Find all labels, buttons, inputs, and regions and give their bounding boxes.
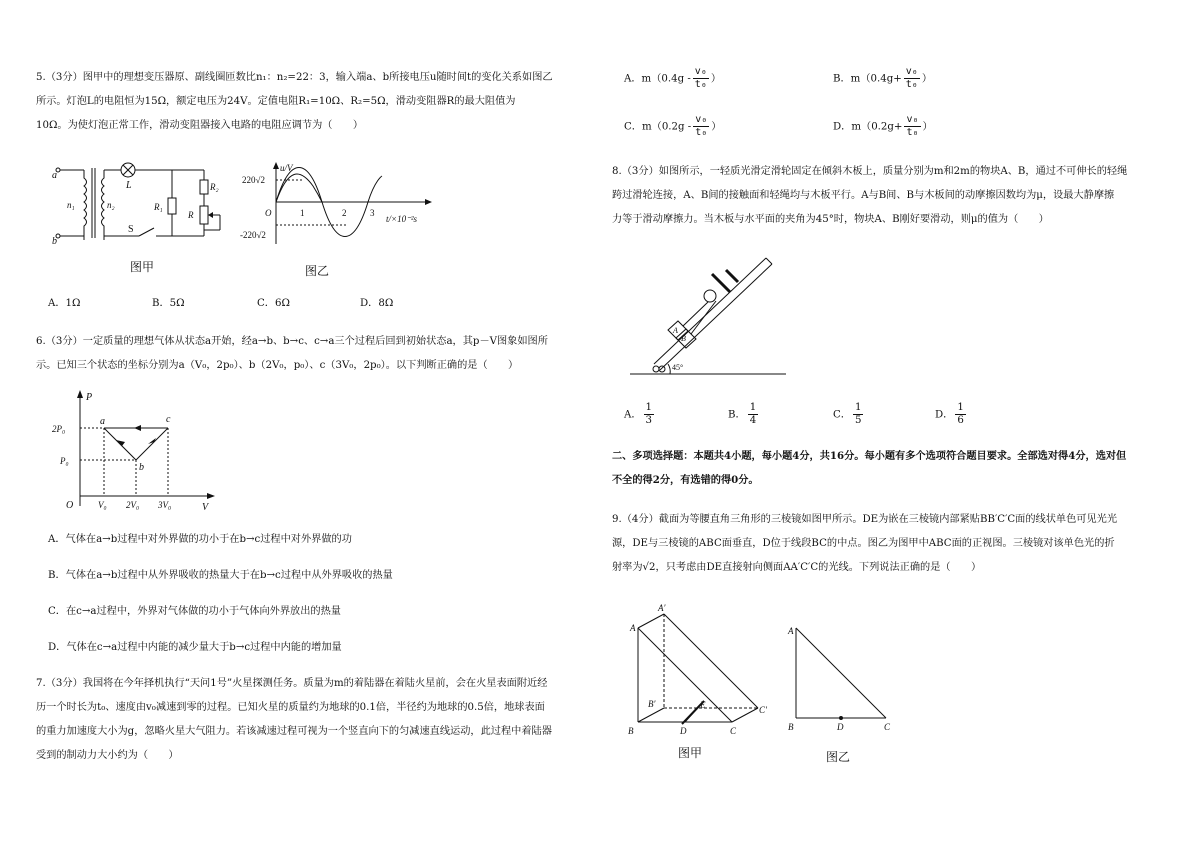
q9-stem-line-1: 9.（4分）截面为等腰直角三角形的三棱镜如图甲所示。DE为嵌在三棱镜内部紧贴BB′C′C面的线状单色可见光光 xyxy=(612,514,1118,525)
section2-line-2: 不全的得2分，有选错的得0分。 xyxy=(612,474,759,486)
q6-option-d[interactable]: D．气体在c→a过程中内能的减少量大于b→c过程中内能的增加量 xyxy=(48,642,342,653)
q5-label-r1: R₁ xyxy=(154,202,163,212)
q7-option-b-suffix: ） xyxy=(921,73,933,85)
q8-stem-line-1: 8.（3分）如图所示，一轻质光滑定滑轮固定在倾斜木板上，质量分别为m和2m的物块A、B，通过不可伸长的轻绳 xyxy=(612,166,1128,177)
q9-fig1-B: B xyxy=(628,726,634,736)
q5-stem xyxy=(36,66,553,138)
q8-option-d-den: 6 xyxy=(957,415,964,426)
q9-fig1-D: D xyxy=(680,726,687,736)
q7-stem-line-2: 历一个时长为t₀、速度由v₀减速到零的过程。已知火星的质量约为地球的0.1倍，半径约为地球的0.5倍，地球表面 xyxy=(36,702,545,713)
q7-option-c-prefix: C．m（0.2g - xyxy=(624,121,692,133)
q5-graph-yaxis: u/V xyxy=(280,163,293,173)
q6-point-b: b xyxy=(139,462,144,473)
q7-option-b-den: t₀ xyxy=(905,79,918,90)
q8-option-b-num: 1 xyxy=(749,402,757,413)
q9-prism-figure xyxy=(620,598,780,740)
q5-label-n1: n₁ xyxy=(67,200,75,210)
q8-option-c-den: 5 xyxy=(854,415,862,426)
q6-point-a: a xyxy=(100,416,105,427)
q8-option-b-prefix: B． xyxy=(728,409,746,421)
q7-option-d-prefix: D．m（0.2g+ xyxy=(833,121,903,133)
q7-option-d-num: v₀ xyxy=(906,114,919,125)
q7-option-b[interactable] xyxy=(833,66,932,91)
q7-option-a[interactable] xyxy=(624,66,721,91)
q8-stem-line-3: 力等于滑动摩擦力。当木板与水平面的夹角为45°时，物块A、B刚好要滑动，则μ的值为（ ） xyxy=(612,214,1049,225)
q5-voltage-graph xyxy=(238,158,438,248)
q5-graph-ymin: -220√2 xyxy=(240,230,266,240)
q7-stem-line-3: 的重力加速度大小为g，忽略火星大气阻力。若该减速过程可视为一个竖直向下的匀减速直线运动，此过程中着陆器 xyxy=(36,726,552,737)
q5-circuit-figure xyxy=(44,158,244,248)
q5-graph-origin: O xyxy=(265,208,272,218)
q5-fig1-caption: 图甲 xyxy=(130,260,155,274)
q7-option-c-den: t₀ xyxy=(695,127,708,138)
q8-option-d-num: 1 xyxy=(957,402,964,413)
q8-option-c-num: 1 xyxy=(854,402,862,413)
q5-graph-t1: 1 xyxy=(300,208,305,218)
q7-option-b-num: v₀ xyxy=(905,66,918,77)
q6-point-c: c xyxy=(166,414,171,425)
q8-option-a-den: 3 xyxy=(645,415,653,426)
q9-fig1-caption: 图甲 xyxy=(678,746,703,760)
q9-fig1-A-prime: A′ xyxy=(658,603,666,613)
q7-option-a-den: t₀ xyxy=(694,79,707,90)
q8-option-d-prefix: D． xyxy=(935,409,954,421)
q6-option-b[interactable]: B．气体在a→b过程中从外界吸收的热量大于在b→c过程中从外界吸收的热量 xyxy=(48,570,393,581)
q9-fig1-C: C xyxy=(730,726,737,736)
q8-option-a-num: 1 xyxy=(645,402,653,413)
q8-block-b: B xyxy=(681,334,686,343)
q6-label-2p0: 2P₀ xyxy=(52,424,66,434)
q6-label-3v0: 3V₀ xyxy=(158,500,172,510)
q6-axis-v: V xyxy=(202,502,209,513)
q9-fig2-B: B xyxy=(788,722,794,732)
q5-label-r: R xyxy=(188,210,194,220)
q6-option-a[interactable]: A．气体在a→b过程中对外界做的功小于在b→c过程中对外界做的功 xyxy=(48,534,352,545)
q8-option-b-den: 4 xyxy=(749,415,757,426)
section2-heading xyxy=(612,444,1126,492)
q5-graph-t3: 3 xyxy=(370,208,375,218)
q8-option-b[interactable] xyxy=(728,402,760,427)
q7-stem-line-1: 7.（3分）我国将在今年择机执行“天问1号”火星探测任务。质量为m的着陆器在着陆火星前，会在火星表面附近经 xyxy=(36,678,548,689)
q8-option-a-prefix: A． xyxy=(624,409,642,421)
q5-option-b[interactable]: B．5Ω xyxy=(152,298,185,309)
q9-stem xyxy=(612,508,1117,580)
q5-label-r2: R₂ xyxy=(210,182,219,192)
q8-stem-line-2: 跨过滑轮连接，A、B间的接触面和轻绳均与木板平行。A与B间、B与木板间的动摩擦因数均为μ，设最大静摩擦 xyxy=(612,190,1115,201)
q7-option-c-suffix: ） xyxy=(711,121,722,133)
q5-label-lamp: L xyxy=(126,180,132,191)
q5-option-c[interactable]: C．6Ω xyxy=(257,298,290,309)
q5-label-switch: S xyxy=(128,224,134,235)
q6-label-2v0: 2V₀ xyxy=(126,500,140,510)
q7-stem-line-4: 受到的制动力大小约为（ ） xyxy=(36,750,179,761)
q7-option-a-prefix: A．m（0.4g - xyxy=(624,73,691,85)
q6-origin: O xyxy=(66,500,74,511)
q7-option-d[interactable] xyxy=(833,114,933,139)
q7-option-a-suffix: ） xyxy=(710,73,722,85)
q8-option-d[interactable] xyxy=(935,402,968,427)
q5-fig2-caption: 图乙 xyxy=(305,264,330,278)
q7-option-d-suffix: ） xyxy=(922,121,933,133)
q8-option-a[interactable] xyxy=(624,402,656,427)
q9-fig2-caption: 图乙 xyxy=(826,750,851,764)
q5-stem-line-3: 10Ω。为使灯泡正常工作，滑动变阻器接入电路的电阻应调节为（ ） xyxy=(36,120,364,131)
q6-label-p0: P₀ xyxy=(60,456,69,466)
q6-stem-line-1: 6.（3分）一定质量的理想气体从状态a开始，经a→b、b→c、c→a三个过程后回到初始状态a，其p－V图象如图所 xyxy=(36,336,548,347)
q8-incline-figure xyxy=(626,252,796,380)
q5-stem-line-1: 5.（3分）图甲中的理想变压器原、副线圈匝数比n₁：n₂=22：3，输入端a、b所接电压u随时间t的变化关系如图乙 xyxy=(36,72,553,83)
q5-graph-ymax: 220√2 xyxy=(242,175,265,185)
q8-option-c[interactable] xyxy=(833,402,865,427)
q9-fig1-B-prime: B′ xyxy=(648,699,656,709)
q8-stem xyxy=(612,160,1127,232)
q9-fig2-A: A xyxy=(788,626,794,636)
section2-line-1: 二、多项选择题：本题共4小题，每小题4分，共16分。每小题有多个选项符合题目要求。全部选对得4分，选对但 xyxy=(612,450,1127,462)
q9-fig1-A: A xyxy=(630,623,636,633)
q5-option-d[interactable]: D．8Ω xyxy=(360,298,394,309)
q7-option-a-num: v₀ xyxy=(694,66,707,77)
q9-front-view-figure xyxy=(786,620,896,736)
q5-option-a[interactable]: A．1Ω xyxy=(48,298,81,309)
q7-option-c-num: v₀ xyxy=(695,114,708,125)
q8-block-a: A xyxy=(673,326,678,335)
q5-stem-line-2: 所示。灯泡L的电阻恒为15Ω，额定电压为24V。定值电阻R₁=10Ω、R₂=5Ω，滑动变阻器R的最大阻值为 xyxy=(36,96,516,107)
q9-stem-line-3: 射率为√2，只考虑由DE直接射向侧面AA′C′C的光线。下列说法正确的是（ ） xyxy=(612,562,982,573)
q5-label-a: a xyxy=(52,170,57,181)
q7-option-d-den: t₀ xyxy=(906,127,919,138)
q7-stem xyxy=(36,672,552,768)
q6-label-v0: V₀ xyxy=(98,500,107,510)
q9-fig1-C-prime: C′ xyxy=(759,705,767,715)
q5-graph-xaxis: t/×10⁻²s xyxy=(386,214,418,224)
q6-option-c[interactable]: C．在c→a过程中，外界对气体做的功小于气体向外界放出的热量 xyxy=(48,606,341,617)
q6-stem xyxy=(36,330,548,378)
q7-option-b-prefix: B．m（0.4g+ xyxy=(833,73,902,85)
q9-stem-line-2: 源，DE与三棱镜的ABC面垂直，D位于线段BC的中点。图乙为图甲中ABC面的正视图。三棱镜对该单色光的折 xyxy=(612,538,1115,549)
q8-option-c-prefix: C． xyxy=(833,409,851,421)
q9-fig2-D: D xyxy=(837,722,844,732)
q5-label-b: b xyxy=(52,236,57,247)
q6-axis-p: P xyxy=(86,392,93,403)
q7-option-c[interactable] xyxy=(624,114,721,139)
q5-graph-t2: 2 xyxy=(342,208,347,218)
q6-stem-line-2: 示。已知三个状态的坐标分别为a（V₀，2p₀）、b（2V₀，p₀）、c（3V₀，2p₀）。以下判断正确的是（ ） xyxy=(36,360,519,371)
q9-fig1-E: E xyxy=(700,700,706,710)
q8-angle: 45° xyxy=(672,363,684,372)
q5-label-n2: n₂ xyxy=(107,200,115,210)
q9-fig2-C: C xyxy=(884,722,891,732)
q6-pv-diagram xyxy=(50,388,220,513)
